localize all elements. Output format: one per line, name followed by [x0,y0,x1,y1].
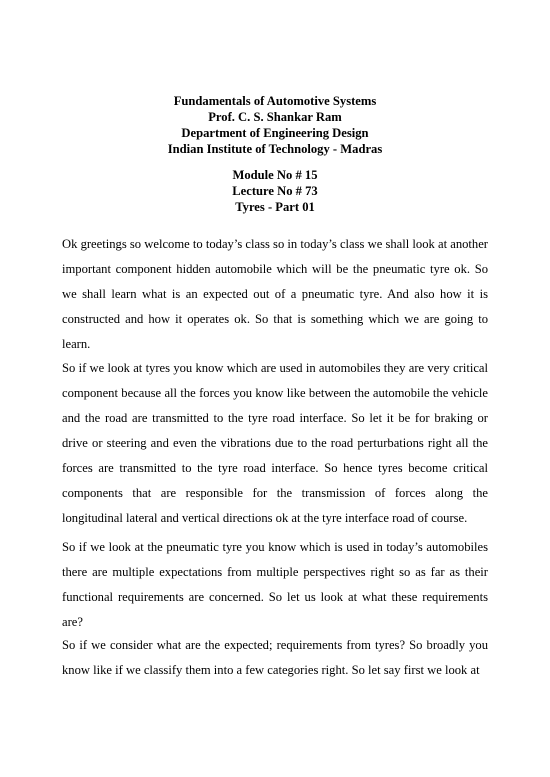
document-header [0,93,550,157]
paragraph-2: So if we look at tyres you know which are used in automobiles they are very critical component because all the forces you know like between the automobile the vehicle and the road are transmitted to the tyre road interface. So let it be for braking or drive or steering and even the vibrations due to the road perturbations right all the forces are transmitted to the tyre road interface. So hence tyres become critical components that are responsible for the transmission of forces along the longitudinal lateral and vertical directions ok at the tyre interface road of course. [62,361,488,525]
course-title: Fundamentals of Automotive Systems [173,94,377,108]
lecture-info [0,167,550,215]
department-name: Department of Engineering Design [181,126,369,140]
lecture-topic: Tyres - Part 01 [235,200,315,214]
institute-name: Indian Institute of Technology - Madras [167,142,383,156]
paragraph-4: So if we consider what are the expected; requirements from tyres? So broadly you know like if we classify them into a few categories right. So let say first we look at [62,638,488,677]
lecture-number: Lecture No # 73 [232,184,318,198]
professor-name: Prof. C. S. Shankar Ram [208,110,342,124]
paragraph-1: Ok greetings so welcome to today’s class so in today’s class we shall look at another important component hidden automobile which will be the pneumatic tyre ok. So we shall learn what is an expected out of a pneumatic tyre. And also how it is constructed and how it operates ok. So that is something which we are going to learn. [62,237,488,351]
paragraph-3: So if we look at the pneumatic tyre you know which is used in today’s automobiles there are multiple expectations from multiple perspectives right so as far as their functional requirements are concerned. So let us look at what these requirements are? [62,540,488,629]
module-number: Module No # 15 [232,168,318,182]
